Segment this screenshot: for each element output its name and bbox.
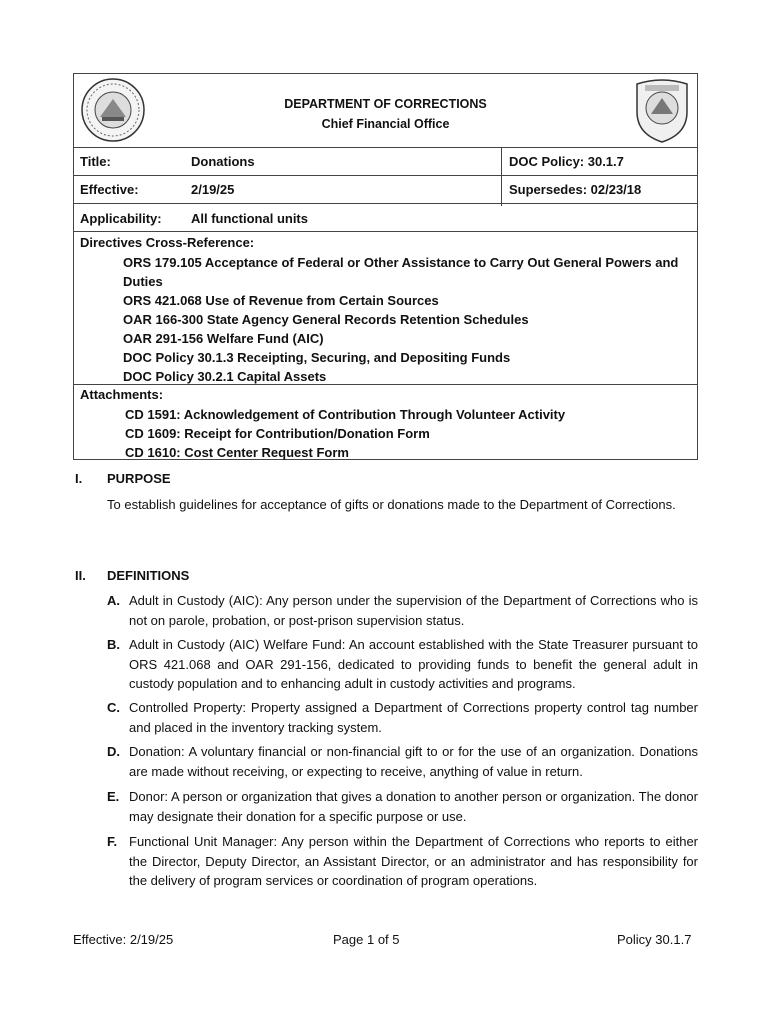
applicability-value: All functional units <box>191 211 308 226</box>
definitions-heading: DEFINITIONS <box>107 568 190 583</box>
attachments-section <box>74 384 697 460</box>
applicability-row <box>74 203 697 232</box>
definition-letter: F. <box>107 834 118 849</box>
effective-label: Effective: <box>80 182 139 197</box>
definition-text: Functional Unit Manager: Any person within the Department of Corrections who reports to either the Director, Deputy Director, an Assistant Director, or an administrator and has responsibility for the delivery of program services or coordination of program operations. <box>129 834 698 888</box>
definition-item <box>107 787 698 826</box>
footer-policy: Policy 30.1.7 <box>617 932 692 947</box>
attachments-label: Attachments: <box>80 387 164 402</box>
xref-item: ORS 179.105 Acceptance of Federal or Other Assistance to Carry Out General Powers and <box>123 255 679 270</box>
definition-text: Donation: A voluntary financial or non-financial gift to or for the use of an organization. Donations are made without receiving, or expecting to receive, anything of value in return. <box>129 744 698 779</box>
definition-item <box>107 742 698 781</box>
xref-list <box>123 253 693 386</box>
xref-item: DOC Policy 30.1.3 Receipting, Securing, and Depositing Funds <box>123 350 511 365</box>
xref-item: OAR 166-300 State Agency General Records Retention Schedules <box>123 312 529 327</box>
definition-item <box>107 635 698 694</box>
xref-item: ORS 421.068 Use of Revenue from Certain Sources <box>123 293 439 308</box>
definitions-number: II. <box>75 568 86 583</box>
applicability-label: Applicability: <box>80 211 162 226</box>
office-name: Chief Financial Office <box>321 117 450 131</box>
xref-item: OAR 291-156 Welfare Fund (AIC) <box>123 331 324 346</box>
definition-text: Adult in Custody (AIC): Any person under the supervision of the Department of Corrections who is not on parole, probation, or post-prison supervision status. <box>129 593 698 628</box>
definition-item <box>107 591 698 630</box>
definition-item <box>107 698 698 737</box>
header-title-block <box>74 94 697 134</box>
effective-value: 2/19/25 <box>191 182 235 197</box>
definition-letter: B. <box>107 637 120 652</box>
attachment-item: CD 1610: Cost Center Request Form <box>125 445 349 460</box>
title-value: Donations <box>191 154 255 169</box>
xref-item: DOC Policy 30.2.1 Capital Assets <box>123 369 327 384</box>
purpose-number: I. <box>75 471 83 486</box>
policy-number: DOC Policy: 30.1.7 <box>509 154 624 169</box>
xref-label: Directives Cross-Reference: <box>80 235 255 250</box>
cross-reference-section <box>74 231 697 385</box>
definition-text: Donor: A person or organization that gives a donation to another person or organization. The donor may designate their donation for a specific purpose or use. <box>129 789 698 824</box>
title-label: Title: <box>80 154 111 169</box>
xref-item: Duties <box>123 274 163 289</box>
definition-item <box>107 832 698 891</box>
title-row <box>74 147 697 178</box>
footer-effective: Effective: 2/19/25 <box>73 932 174 947</box>
definition-letter: E. <box>107 789 120 804</box>
attachments-list <box>125 405 695 462</box>
purpose-heading: PURPOSE <box>107 471 171 486</box>
definition-letter: D. <box>107 744 120 759</box>
footer-page-number: Page 1 of 5 <box>333 932 400 947</box>
department-name: DEPARTMENT OF CORRECTIONS <box>284 97 487 111</box>
policy-header-table <box>73 73 698 460</box>
definition-letter: A. <box>107 593 120 608</box>
definition-text: Adult in Custody (AIC) Welfare Fund: An account established with the State Treasurer pursuant to ORS 421.068 and OAR 291-156, dedicated to providing funds to benefit the general adult in custody population and to enhancing adult in custody activities and programs. <box>129 637 698 691</box>
supersedes-label: Supersedes: 02/23/18 <box>509 182 642 197</box>
effective-row <box>74 175 697 204</box>
attachment-item: CD 1609: Receipt for Contribution/Donation Form <box>125 426 430 441</box>
purpose-text: To establish guidelines for acceptance of gifts or donations made to the Department of Corrections. <box>107 497 676 512</box>
definition-text: Controlled Property: Property assigned a Department of Corrections property control tag number and placed in the inventory tracking system. <box>129 700 698 735</box>
attachment-item: CD 1591: Acknowledgement of Contribution Through Volunteer Activity <box>125 407 566 422</box>
definition-letter: C. <box>107 700 120 715</box>
